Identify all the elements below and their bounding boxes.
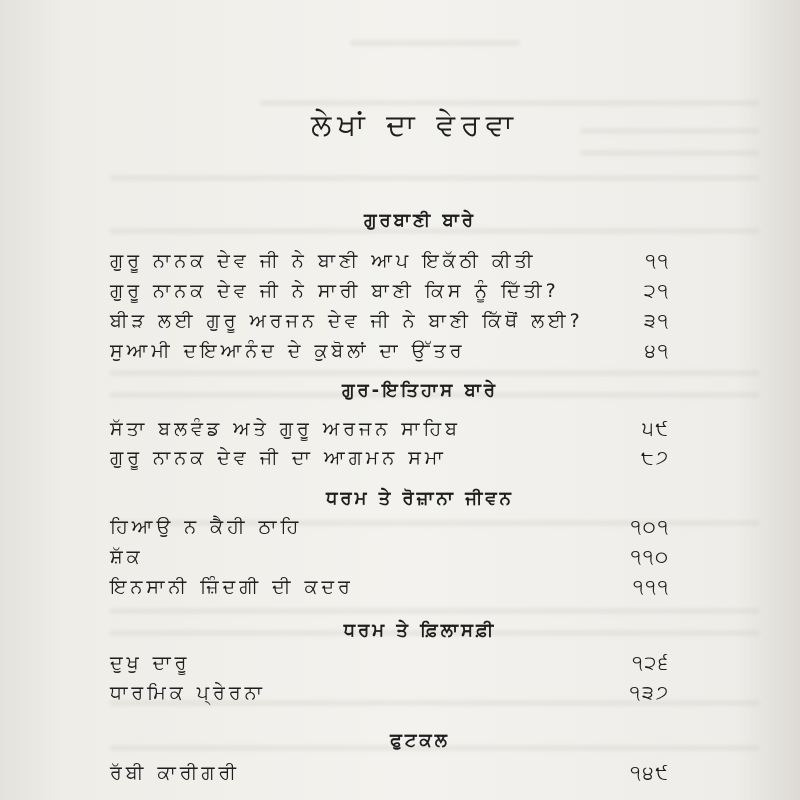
entry-page-number: ੨੧ (643, 280, 670, 302)
section-heading: ਧਰਮ ਤੇ ਰੋਜ਼ਾਨਾ ਜੀਵਨ (326, 488, 514, 509)
entry-title: ਗੁਰੂ ਨਾਨਕ ਦੇਵ ਜੀ ਨੇ ਸਾਰੀ ਬਾਣੀ ਕਿਸ ਨੂੰ ਦਿੱਤੀ? (110, 280, 560, 302)
entry-title: ਇਨਸਾਨੀ ਜ਼ਿੰਦਗੀ ਦੀ ਕਦਰ (110, 576, 354, 598)
entry-title: ਰੱਬੀ ਕਾਰੀਗਰੀ (110, 762, 241, 784)
entry-title: ਸੁਆਮੀ ਦਇਆਨੰਦ ਦੇ ਕੁਬੋਲਾਂ ਦਾ ਉੱਤਰ (110, 340, 466, 362)
entry-page-number: ੪੧ (644, 340, 670, 362)
toc-entry (110, 652, 670, 680)
section-heading: ਗੁਰ-ਇਤਿਹਾਸ ਬਾਰੇ (341, 380, 499, 401)
entry-page-number: ੧੧੧ (633, 576, 670, 598)
entry-title: ਗੁਰੂ ਨਾਨਕ ਦੇਵ ਜੀ ਨੇ ਬਾਣੀ ਆਪ ਇਕੱਠੀ ਕੀਤੀ (110, 250, 537, 272)
entry-title: ਦੁਖੁ ਦਾਰੂ (110, 652, 191, 674)
entry-page-number: ੫੯ (642, 418, 670, 440)
entry-page-number: ੮੭ (641, 447, 670, 469)
toc-entry (110, 682, 670, 710)
entry-title: ਬੀੜ ਲਈ ਗੁਰੂ ਅਰਜਨ ਦੇਵ ਜੀ ਨੇ ਬਾਣੀ ਕਿੱਥੋਂ ਲਈ? (110, 310, 584, 332)
entry-page-number: ੧੩੭ (629, 682, 670, 704)
toc-entry (110, 250, 670, 278)
page-title: ਲੇਖਾਂ ਦਾ ਵੇਰਵਾ (310, 108, 520, 143)
entry-title: ਧਾਰਮਿਕ ਪ੍ਰੇਰਨਾ (110, 682, 266, 704)
toc-entry (110, 340, 670, 368)
section-heading: ਧਰਮ ਤੇ ਫ਼ਿਲਾਸਫ਼ੀ (343, 620, 497, 641)
entry-title: ਸੱਤਾ ਬਲਵੰਡ ਅਤੇ ਗੁਰੂ ਅਰਜਨ ਸਾਹਿਬ (110, 418, 462, 440)
toc-entry (110, 280, 670, 308)
entry-title: ਗੁਰੂ ਨਾਨਕ ਦੇਵ ਜੀ ਦਾ ਆਗਮਨ ਸਮਾ (110, 447, 447, 469)
toc-entry (110, 516, 670, 544)
toc-entry (110, 576, 670, 604)
entry-page-number: ੧੧੦ (630, 546, 670, 568)
toc-entry (110, 546, 670, 574)
section-heading: ਗੁਰਬਾਣੀ ਬਾਰੇ (363, 210, 476, 231)
toc-entry (110, 762, 670, 790)
entry-title: ਹਿਆਉ ਨ ਕੈਹੀ ਠਾਹਿ (110, 516, 303, 538)
entry-page-number: ੩੧ (643, 310, 670, 332)
entry-title: ਸ਼ੱਕ (110, 546, 144, 568)
section-heading: ਫੁਟਕਲ (390, 730, 450, 751)
entry-page-number: ੧੪੯ (630, 762, 670, 784)
toc-entry (110, 310, 670, 338)
toc-entry (110, 447, 670, 475)
entry-page-number: ੧੧ (645, 250, 670, 272)
entry-page-number: ੧੦੧ (630, 516, 670, 538)
entry-page-number: ੧੨੬ (632, 652, 670, 674)
toc-entry (110, 418, 670, 446)
